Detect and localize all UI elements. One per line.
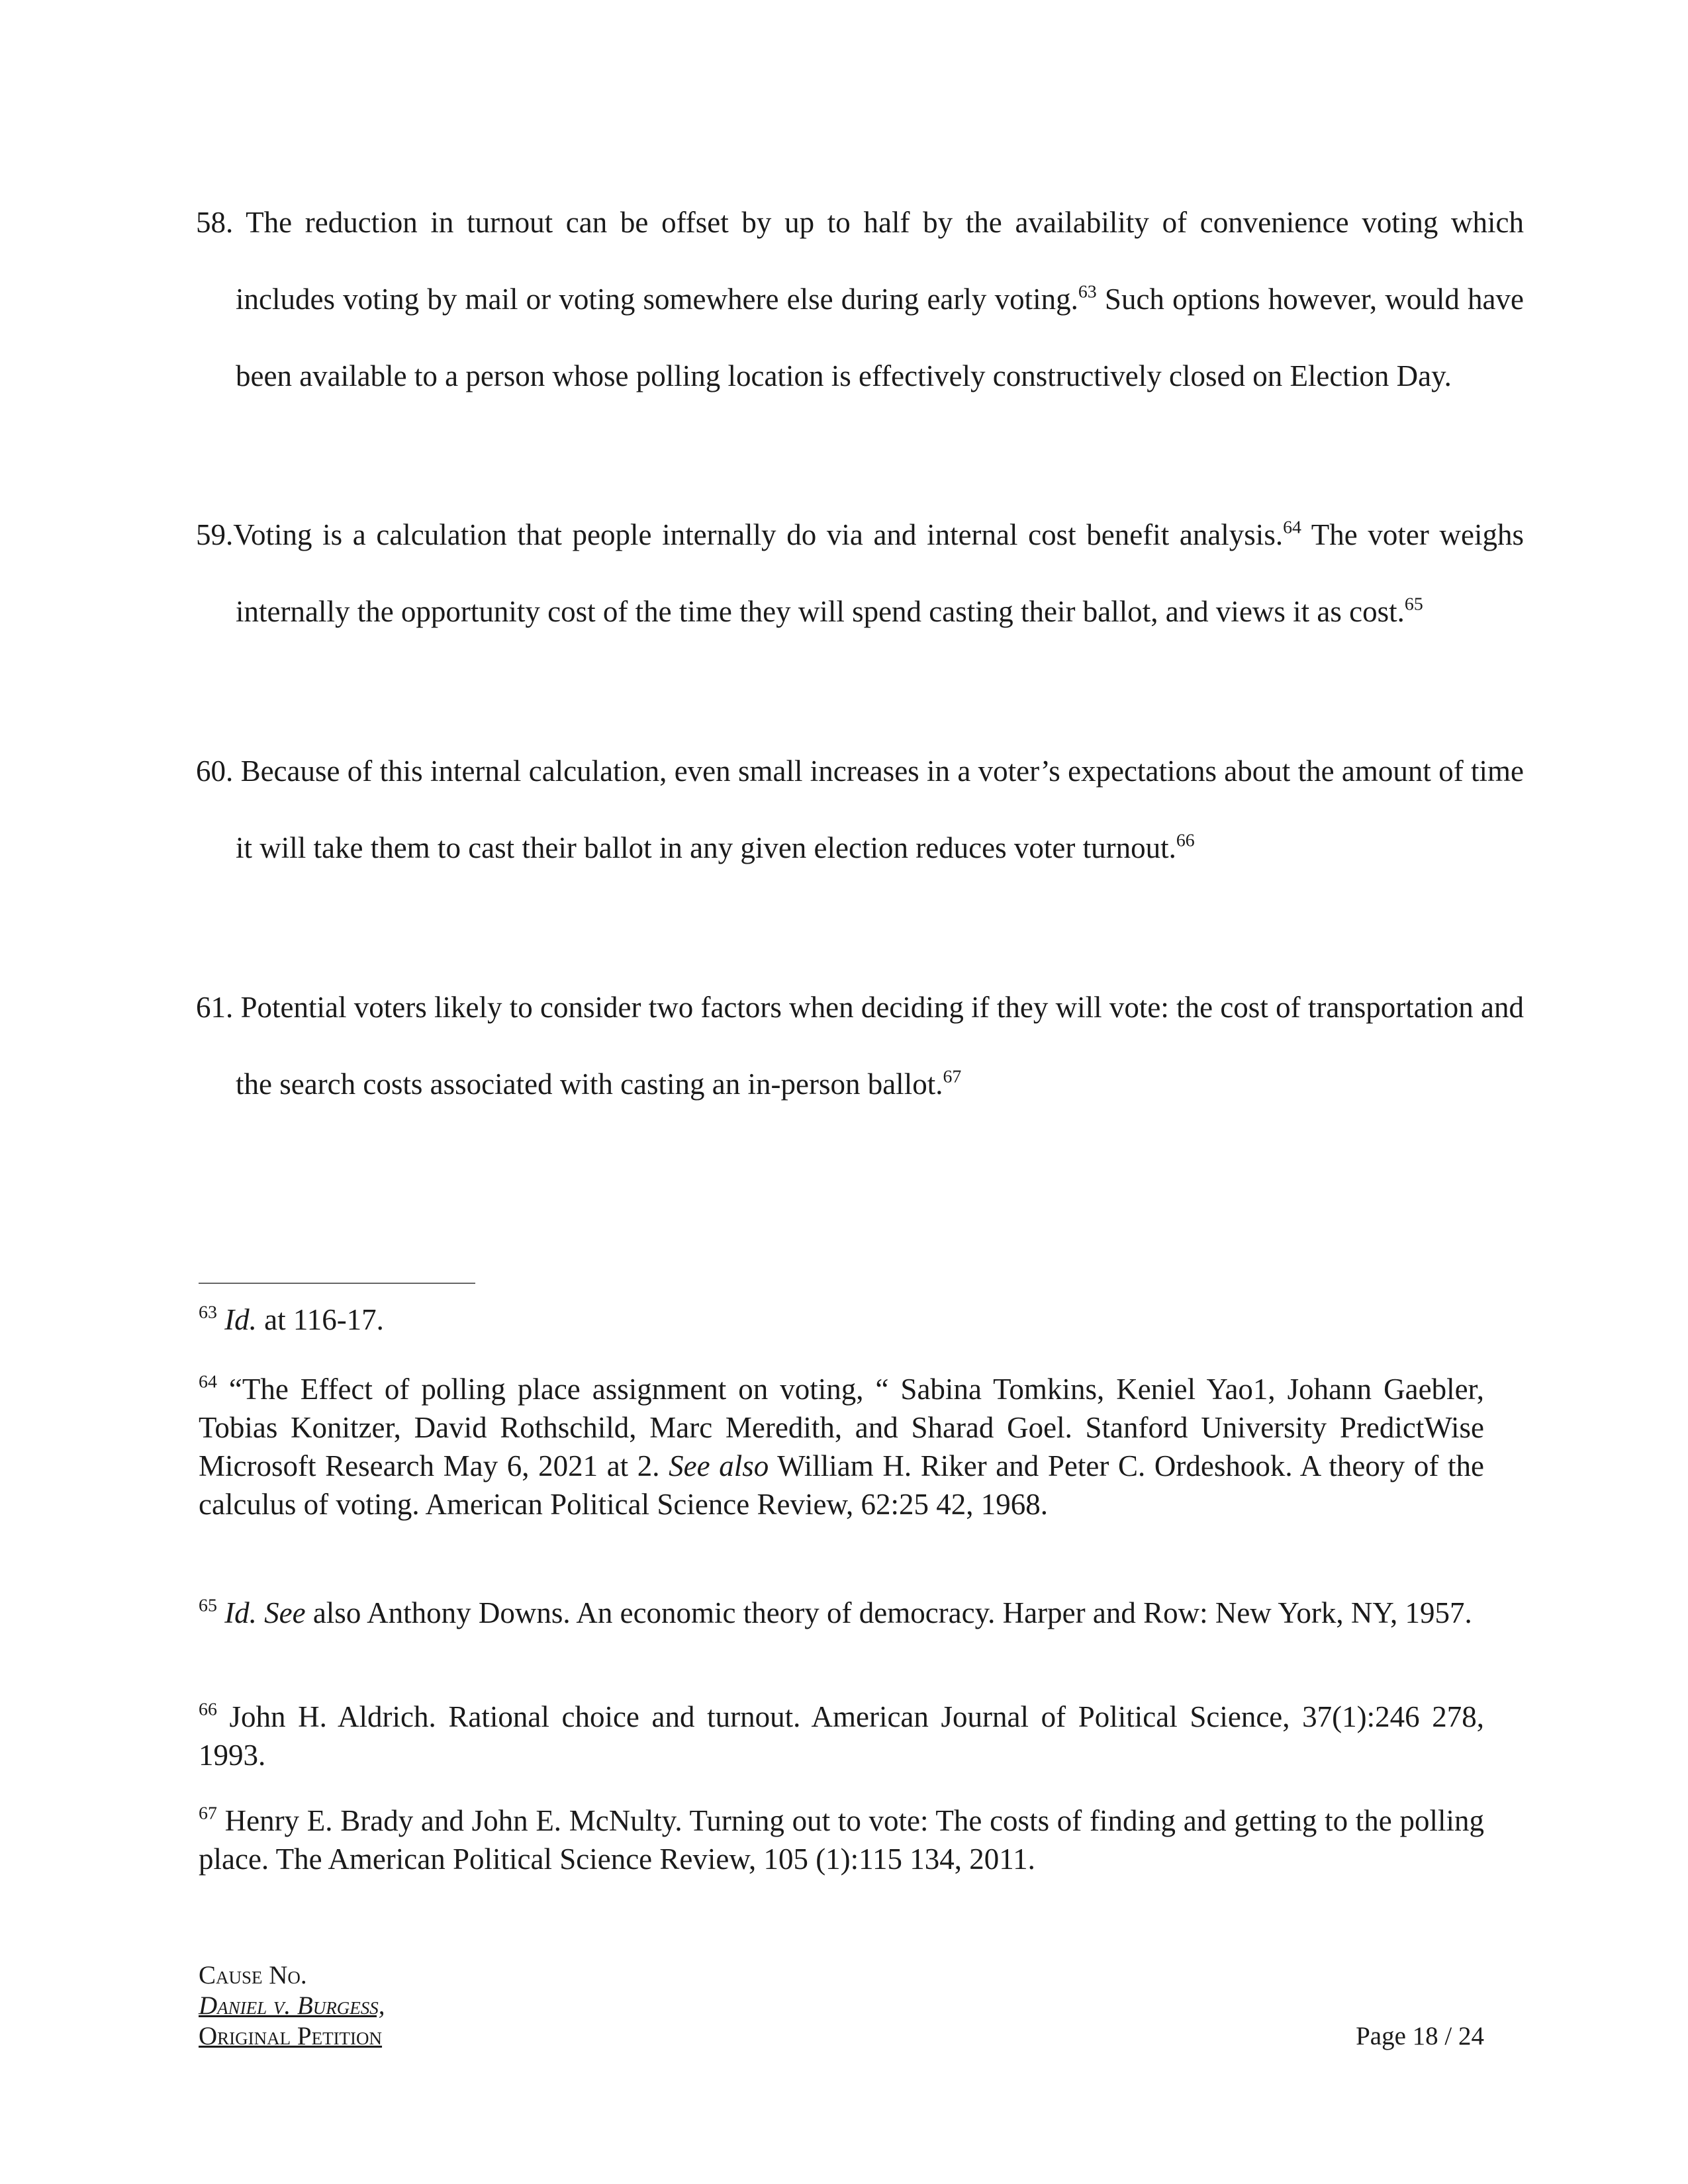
footnote-67: [199, 1801, 1484, 1878]
case-parties: Daniel v. Burgess,: [199, 1991, 385, 2020]
page-number: Page 18 / 24: [1356, 2022, 1484, 2050]
paragraph-text-cont: The voter weighs internally the opportunity cost of the time they will spend casting their ballot, and views it as cost.: [236, 518, 1524, 628]
footnote-ref[interactable]: 65: [1404, 594, 1423, 615]
footnote-65: [199, 1594, 1484, 1632]
footnote-63: [199, 1300, 1484, 1339]
document-title: Original Petition: [199, 2022, 383, 2050]
footnote-text: “The Effect of polling place assignment on voting, “ Sabina Tomkins, Keniel Yao1, Johann Gaebler, Tobias Konitzer, David Rothschild, Marc Meredith, and Sharad Goel. Stanford University PredictWise Microsoft Research May 6, 2021 at 2.: [199, 1373, 1484, 1482]
footnote-text: also Anthony Downs. An economic theory of democracy. Harper and Row: New York, NY, 1957.: [305, 1596, 1472, 1629]
footnote-italic: See also: [669, 1449, 769, 1482]
paragraph-text-cont: Such options however, would have been available to a person whose polling location is effectively constructively closed on Election Day.: [236, 283, 1524, 392]
paragraph-58: [196, 184, 1524, 414]
paragraph-text: 60. Because of this internal calculation, even small increases in a voter’s expectations about the amount of time it will take them to cast their ballot in any given election reduces voter turnout.: [196, 754, 1524, 864]
footnote-separator: [199, 1283, 475, 1284]
footnote-number: 67: [199, 1803, 217, 1824]
footnote-ref[interactable]: 66: [1176, 830, 1195, 851]
footnote-number: 64: [199, 1371, 217, 1392]
footnote-italic: Id. See: [224, 1596, 306, 1629]
footnote-64: [199, 1370, 1484, 1524]
footnote-italic: Id.: [224, 1303, 257, 1336]
paragraph-text: 59.Voting is a calculation that people internally do via and internal cost benefit analysis.: [196, 518, 1284, 551]
paragraph-59: [196, 496, 1524, 650]
footnote-ref[interactable]: 64: [1283, 517, 1301, 538]
footnote-ref[interactable]: 63: [1078, 281, 1097, 302]
footnote-number: 65: [199, 1595, 217, 1616]
paragraph-text: 58. The reduction in turnout can be offset by up to half by the availability of convenience voting which includes voting by mail or voting somewhere else during early voting.: [196, 206, 1524, 316]
paragraph-60: [196, 733, 1524, 886]
paragraph-61: [196, 969, 1524, 1122]
paragraph-text: 61. Potential voters likely to consider two factors when deciding if they will vote: the cost of transportation and the search costs associated with casting an in-person ballot.: [196, 991, 1524, 1101]
cause-number: Cause No.: [199, 1961, 307, 1989]
footnote-ref[interactable]: 67: [943, 1066, 962, 1087]
footnote-text-cont: William H. Riker and Peter C. Ordeshook. A theory of the calculus of voting. American Political Science Review, 62:25 42, 1968.: [199, 1449, 1485, 1521]
footnote-number: 63: [199, 1302, 217, 1323]
footnote-text: Henry E. Brady and John E. McNulty. Turning out to vote: The costs of finding and getting to the polling place. The American Political Science Review, 105 (1):115 134, 2011.: [199, 1804, 1484, 1876]
page-footer-caption: [199, 1960, 385, 2052]
footnote-text: at 116-17.: [256, 1303, 384, 1336]
footnote-number: 66: [199, 1699, 217, 1720]
footnote-text: John H. Aldrich. Rational choice and turnout. American Journal of Political Science, 37(1):246 278, 1993.: [199, 1700, 1484, 1772]
footnote-66: [199, 1698, 1484, 1774]
